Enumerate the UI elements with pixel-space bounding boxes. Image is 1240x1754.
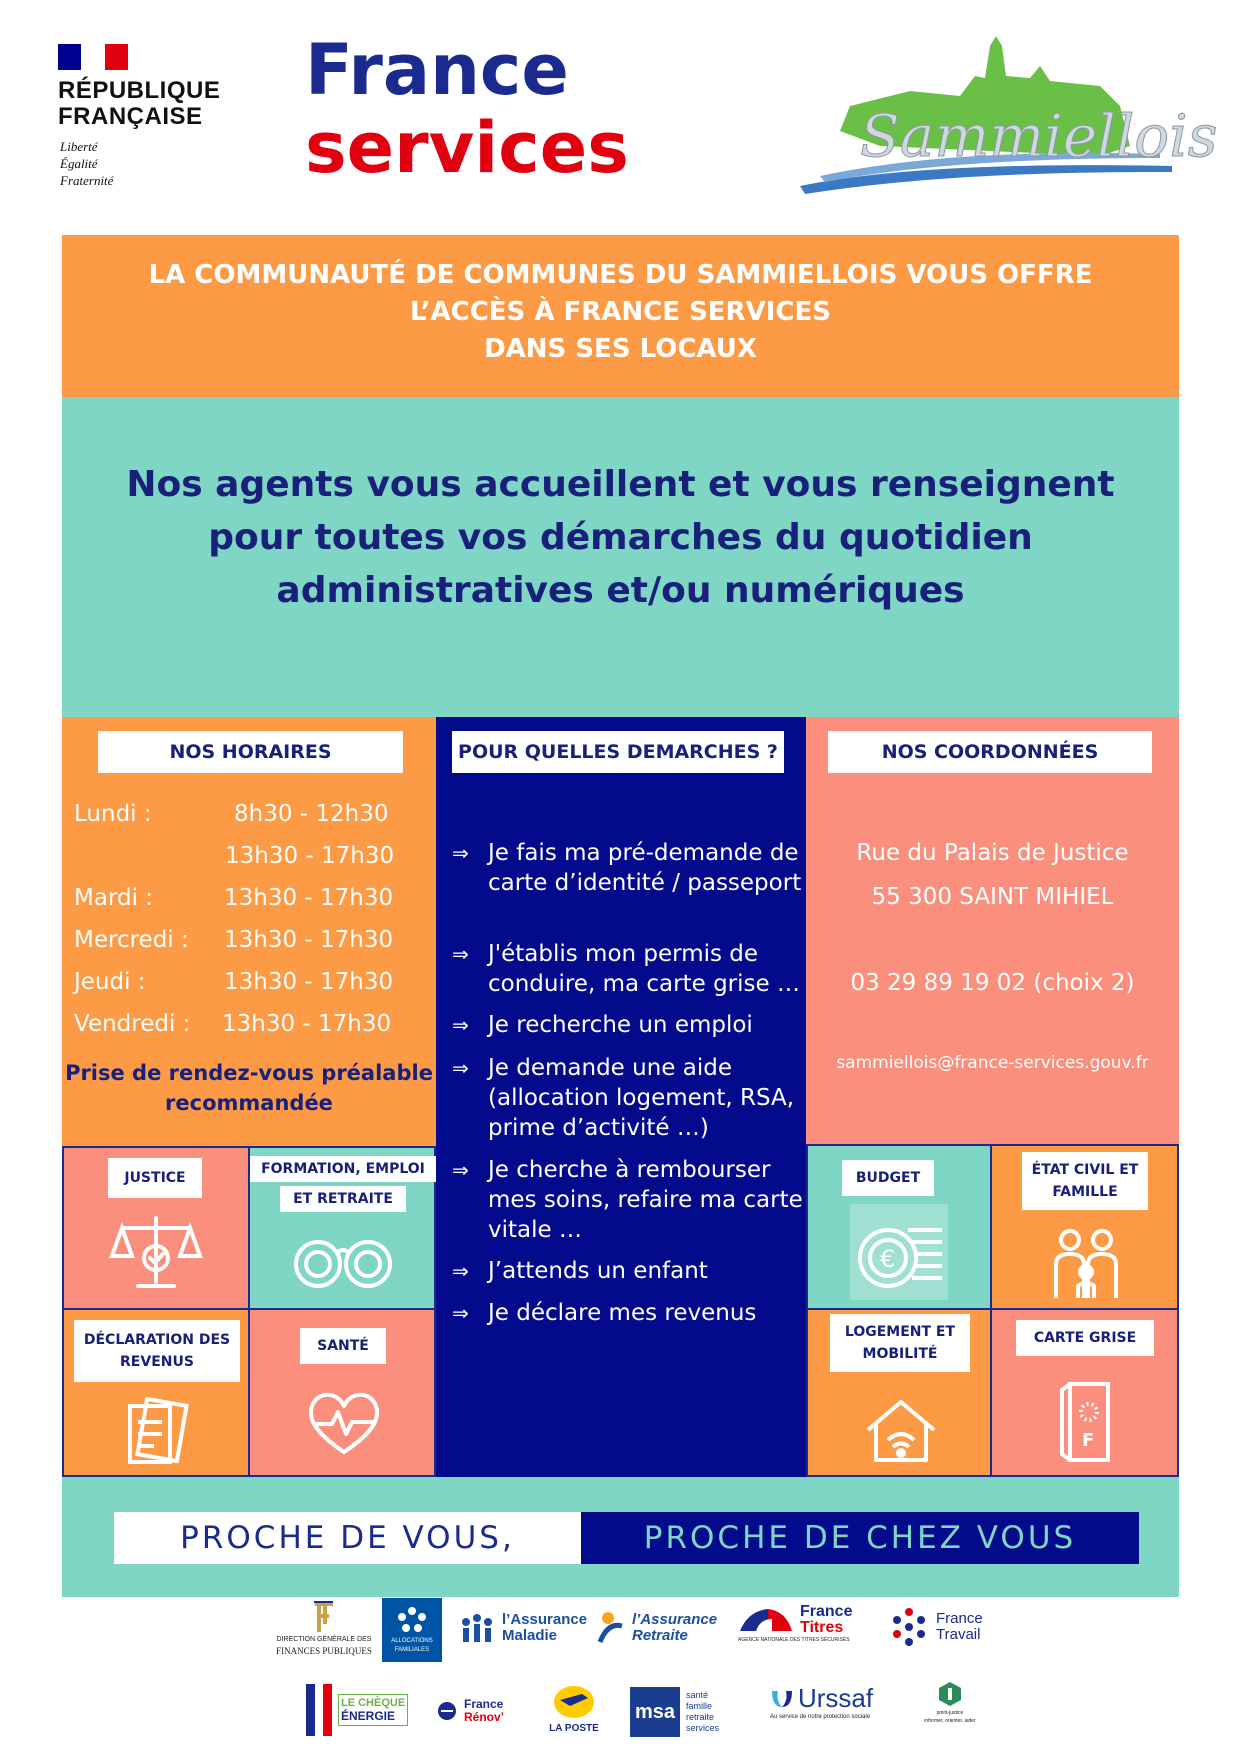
hours-day: Jeudi :: [74, 969, 146, 995]
hours-range: 13h30 - 17h30: [222, 1011, 392, 1037]
tile-sante: [248, 1308, 436, 1477]
dgfip-emblem-icon: [311, 1600, 337, 1634]
arrow-icon: ⇒: [452, 1158, 469, 1182]
msa-mark-icon: msa: [630, 1687, 680, 1737]
hours-day: Vendredi :: [74, 1011, 191, 1037]
svg-text:€: €: [880, 1245, 896, 1273]
svg-text:Sammiellois: Sammiellois: [860, 102, 1218, 170]
demarche-item: ⇒ Je déclare mes revenus: [452, 1300, 757, 1326]
tile-label: BUDGET: [842, 1160, 934, 1196]
logo-france-travail: France Travail: [888, 1604, 998, 1650]
demarche-item: ⇒ J’attends un enfant: [452, 1258, 708, 1284]
hours-range: 13h30 - 17h30: [224, 969, 394, 995]
republique-francaise-flag: [58, 44, 128, 70]
horaires-title: NOS HORAIRES: [98, 731, 403, 773]
logo-france-titres: France Titres AGENCE NATIONALE DES TITRES SÉCURISÉS: [738, 1603, 853, 1643]
house-wifi-icon: [862, 1396, 940, 1466]
france-services-logo-line1: France: [305, 29, 569, 111]
tile-label: DÉCLARATION DES REVENUS: [74, 1320, 240, 1382]
demarche-item: ⇒ Je demande une aide (allocation logement, RSA, prime d’activité …): [452, 1055, 795, 1141]
logo-urssaf: Urssaf Au service de notre protection sociale: [770, 1683, 874, 1720]
logo-dgfip: DIRECTION GÉNÉRALE DES FINANCES PUBLIQUES: [270, 1600, 378, 1660]
france-titres-icon: [738, 1605, 794, 1635]
euro-coins-icon: [854, 1216, 946, 1294]
coordonnees-title: NOS COORDONNÉES: [828, 731, 1152, 773]
slogan-part2: PROCHE DE CHEZ VOUS: [581, 1512, 1139, 1564]
slogan-part1: PROCHE DE VOUS,: [114, 1512, 581, 1564]
hours-day: Mercredi :: [74, 927, 189, 953]
tile-label: ÉTAT CIVIL ET FAMILLE: [1022, 1152, 1148, 1210]
tile-carte-grise: [990, 1308, 1179, 1477]
tricolor-bar-icon: [306, 1684, 332, 1736]
tile-declaration: [62, 1308, 250, 1477]
tile-etat-civil: [990, 1144, 1179, 1310]
demarches-title: POUR QUELLES DEMARCHES ?: [452, 731, 784, 773]
intro-banner: [62, 235, 1179, 397]
appointment-note: Prise de rendez-vous préalable recommandée: [65, 1061, 433, 1115]
address-city: 55 300 SAINT MIHIEL: [871, 884, 1114, 910]
logo-msa: msa santé famille retraite services: [630, 1680, 740, 1744]
documents-icon: [122, 1396, 194, 1466]
hours-range: 13h30 - 17h30: [224, 927, 394, 953]
tile-logement: [806, 1308, 992, 1477]
arrow-icon: ⇒: [452, 1056, 469, 1080]
binoculars-icon: [292, 1228, 394, 1292]
france-travail-icon: [888, 1606, 930, 1648]
tile-label: LOGEMENT ET MOBILITÉ: [830, 1314, 970, 1372]
family-icon: [1050, 1228, 1122, 1302]
heart-pulse-icon: [306, 1388, 382, 1458]
tile-label: CARTE GRISE: [1016, 1320, 1154, 1356]
assurance-retraite-icon: [596, 1608, 626, 1648]
hours-day: Mardi :: [74, 885, 154, 911]
address-street: Rue du Palais de Justice: [856, 840, 1129, 866]
car-document-icon: [1058, 1380, 1114, 1464]
demarche-item: ⇒ Je recherche un emploi: [452, 1012, 753, 1038]
arrow-icon: ⇒: [452, 1301, 469, 1325]
coordonnees-panel: [806, 717, 1179, 1147]
la-poste-bird-icon: [552, 1684, 596, 1720]
arrow-icon: ⇒: [452, 1259, 469, 1283]
tile-formation: [248, 1146, 436, 1310]
logo-point-justice: point-justice informer, orienter, aider: [918, 1680, 982, 1740]
tile-budget: [806, 1144, 992, 1310]
arrow-icon: ⇒: [452, 1013, 469, 1037]
svg-text:F: F: [1082, 1430, 1095, 1451]
email-link[interactable]: sammiellois@france-services.gouv.fr: [836, 1053, 1149, 1073]
republique-francaise-title: RÉPUBLIQUE FRANÇAISE: [58, 77, 221, 130]
demarche-item: ⇒ J'établis mon permis de conduire, ma carte grise …: [452, 941, 800, 997]
arrow-icon: ⇒: [452, 841, 469, 865]
logo-france-renov: France Rénov’: [436, 1688, 536, 1734]
logo-assurance-retraite: l’Assurance Retraite: [596, 1600, 728, 1656]
phone-number[interactable]: 03 29 89 19 02 (choix 2): [850, 970, 1135, 996]
republique-motto: Liberté Égalité Fraternité: [60, 139, 114, 188]
banner-line: DANS SES LOCAUX: [484, 334, 757, 364]
tile-justice: [62, 1146, 250, 1310]
banner-line: LA COMMUNAUTÉ DE COMMUNES DU SAMMIELLOIS VOUS OFFRE: [148, 260, 1093, 290]
hours-range: 13h30 - 17h30: [225, 843, 395, 869]
logo-cheque-energie: LE CHÈQUE ÉNERGIE: [306, 1682, 410, 1738]
hours-day: Lundi :: [74, 801, 152, 827]
assurance-maladie-icon: [458, 1610, 496, 1646]
tile-label: FORMATION, EMPLOI: [250, 1156, 436, 1182]
logo-la-poste: LA POSTE: [542, 1684, 606, 1748]
tile-label: ET RETRAITE: [280, 1186, 406, 1212]
scales-icon: [110, 1214, 202, 1294]
urssaf-icon: [770, 1687, 794, 1709]
caf-family-icon: [394, 1606, 430, 1636]
tile-label: JUSTICE: [108, 1158, 202, 1198]
hours-range: 8h30 - 12h30: [234, 801, 389, 827]
point-justice-icon: [937, 1680, 963, 1708]
france-renov-icon: [436, 1700, 458, 1722]
demarche-item: ⇒ Je fais ma pré-demande de carte d’identité / passeport: [452, 840, 802, 896]
banner-line: L’ACCÈS À FRANCE SERVICES: [410, 297, 831, 327]
sammiellois-logo: [800, 36, 1218, 201]
france-services-logo-line2: services: [305, 107, 629, 189]
logo-assurance-maladie: l’Assurance Maladie: [458, 1606, 588, 1650]
hours-range: 13h30 - 17h30: [224, 885, 394, 911]
tile-label: SANTÉ: [300, 1328, 386, 1364]
logo-caf: ALLOCATIONS FAMILIALES: [382, 1598, 442, 1662]
intro-text: Nos agents vous accueillent et vous renseignent pour toutes vos démarches du quotidien administratives et/ou numériques: [126, 464, 1115, 611]
arrow-icon: ⇒: [452, 942, 469, 966]
demarche-item: ⇒ Je cherche à rembourser mes soins, refaire ma carte vitale …: [452, 1157, 803, 1243]
